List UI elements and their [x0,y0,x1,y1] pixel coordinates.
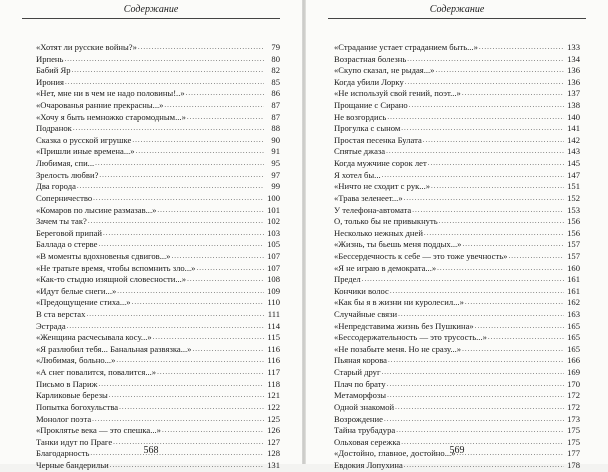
toc-entry-title: «Скупо сказал, не рыдая...» [334,65,435,76]
toc-entry [334,193,580,205]
toc-entry-title: О, только бы не привыкнуть [334,216,438,227]
toc-entry-title: Карликовые березы [36,390,108,401]
toc-entry-page: 100 [267,192,280,203]
toc-entry-page: 172 [567,390,580,401]
toc-entry [334,123,580,135]
dot-leader [431,181,564,193]
page-number-left: 568 [143,445,159,456]
toc-entry-page: 169 [567,367,580,378]
toc-entry-page: 107 [267,262,280,273]
toc-entry-title: Спятые джаза [334,146,386,157]
toc-entry-title: «Бессодержательность — это трусость...» [334,332,487,343]
toc-entry-page: 160 [567,262,580,273]
toc-entry-page: 109 [267,285,280,296]
dot-leader [88,216,264,228]
toc-entry-title: Тайна трубадура [334,425,396,436]
toc-entry [334,65,580,77]
toc-entry [36,251,280,263]
toc-entry [36,425,280,437]
toc-entry-title: «Не позабыте меня. Но не сразу...» [334,343,462,354]
toc-entry-title: Метаморфозы [334,390,387,401]
toc-entry-page: 137 [567,88,580,99]
toc-entry [334,460,580,472]
toc-entry [334,321,580,333]
dot-leader [157,367,264,379]
toc-entry [334,251,580,263]
toc-entry-page: 143 [567,146,580,157]
dot-leader [164,100,264,112]
toc-entry [334,146,580,158]
toc-entry-title: «Проклятье века — это спешка...» [36,425,161,436]
toc-entry-page: 133 [567,42,580,52]
toc-entry [334,390,580,402]
toc-entry-page: 128 [267,448,280,459]
toc-entry-page: 127 [267,436,280,447]
toc-entry-title: «Комаров по лысине размазав...» [36,204,157,215]
dot-leader [93,193,264,205]
dot-leader [401,123,564,135]
toc-entry [36,77,280,89]
dot-leader [186,88,264,100]
toc-entry [36,158,280,170]
dot-leader [64,54,264,66]
dot-leader [508,251,564,263]
toc-entry-title: «Как бы я в жизни ни куролесил...» [334,297,464,308]
toc-entry-page: 117 [267,367,280,378]
dot-leader [103,228,264,240]
toc-entry-page: 102 [267,216,280,227]
toc-entry-title: Благодарность [36,448,90,459]
dot-leader [92,414,264,426]
toc-entry-page: 101 [267,204,280,215]
toc-entry-page: 125 [267,413,280,424]
dot-leader [132,297,264,309]
dot-leader [86,309,264,321]
toc-entry-title: Возрастная болезнь [334,53,407,64]
dot-leader [407,54,564,66]
toc-entry [36,390,280,402]
toc-entry-page: 116 [267,355,280,366]
dot-leader [99,239,265,251]
toc-entry-title: Прогулка с сыном [334,123,401,134]
dot-leader [404,193,564,205]
dot-leader [390,286,564,298]
toc-entry-page: 142 [567,134,580,145]
toc-entry [36,274,280,286]
dot-leader [77,181,264,193]
toc-entry-page: 108 [267,274,280,285]
toc-entry-title: Не возгордись [334,111,387,122]
toc-entry-page: 87 [271,100,280,111]
toc-entry-page: 80 [271,53,280,64]
toc-entry-title: «Очарованья ранние прекрасны...» [36,100,164,111]
toc-entry-page: 147 [567,169,580,180]
toc-entry-title: Простая песенка Булата [334,134,422,145]
toc-entry [36,170,280,182]
toc-entry-page: 175 [567,436,580,447]
dot-leader [109,390,264,402]
dot-leader [409,100,564,112]
toc-entry [334,332,580,344]
toc-entry-title: «Трава зеленеет...» [334,192,403,203]
toc-entry-page: 165 [567,332,580,343]
toc-entry [36,193,280,205]
toc-entry-title: Зачем ты так? [36,216,87,227]
toc-entry-page: 136 [567,76,580,87]
toc-entry [334,425,580,437]
dot-leader [384,414,564,426]
toc-entry-page: 178 [567,459,580,470]
dot-leader [382,367,565,379]
toc-entry-title: В ста верстах [36,309,86,320]
toc-entry [334,42,580,54]
toc-entry-title: Ирпень [36,53,64,64]
dot-leader [437,263,564,275]
toc-entry-title: Попытка богохульства [36,401,119,412]
toc-entry-title: «Не используй свой гений, поэт...» [334,88,461,99]
toc-entry [334,239,580,251]
dot-leader [157,205,264,217]
toc-entry-title: Танки идут по Праге [36,436,113,447]
dot-leader [362,274,564,286]
toc-entry-title: Прощание с Сирано [334,100,408,111]
dot-leader [387,112,564,124]
toc-entry-page: 141 [567,123,580,134]
dot-leader [382,170,564,182]
page-number-right: 569 [449,445,465,456]
toc-entry [334,355,580,367]
toc-entry [334,344,580,356]
toc-entry-page: 97 [271,169,280,180]
toc-entry-page: 85 [271,76,280,87]
toc-entry-title: «Жизнь, ты бьешь меня поддых...» [334,239,462,250]
dot-leader [153,332,264,344]
toc-entry-page: 152 [567,192,580,203]
dot-leader [387,390,564,402]
toc-entry-title: Эстрада [36,320,66,331]
toc-entry-page: 90 [271,134,280,145]
toc-entry-title: У телефона-автомата [334,204,412,215]
toc-entry-title: Когда мужчине сорок лет [334,158,427,169]
toc-entry [36,414,280,426]
toc-entry-page: 126 [267,425,280,436]
toc-entry-title: «Идут белые снеги...» [36,285,117,296]
dot-leader [162,425,264,437]
toc-entry-title: Письмо в Париж [36,378,98,389]
toc-entry-page: 138 [567,100,580,111]
toc-entry [36,460,280,472]
toc-entry [36,181,280,193]
toc-entry-page: 175 [567,425,580,436]
dot-leader [192,344,264,356]
toc-entry-title: Когда убили Лорку [334,76,404,87]
dot-leader [187,112,264,124]
dot-leader [99,170,264,182]
toc-entry-title: Сказка о русской игрушке [36,134,132,145]
toc-entry-page: 114 [267,320,280,331]
toc-entry-title: Черные бандерильи [36,459,109,470]
toc-entry [334,402,580,414]
toc-entry-page: 156 [567,216,580,227]
toc-entry [36,216,280,228]
toc-entry-page: 116 [267,343,280,354]
toc-entry [36,286,280,298]
toc-entry [334,181,580,193]
toc-entry-title: Случайные связи [334,309,398,320]
toc-entry [36,379,280,391]
dot-leader [462,88,564,100]
toc-entry [334,379,580,391]
dot-leader [386,146,564,158]
toc-entry-title: Береговой припай [36,227,103,238]
toc-entry [334,77,580,89]
toc-entry-title: «Нет, мне ни в чем не надо половины!..» [36,88,185,99]
toc-entry-page: 91 [271,146,280,157]
dot-leader [465,297,564,309]
toc-entry [334,205,580,217]
toc-entry-page: 111 [267,309,280,320]
toc-entry-title: Монолог поэта [36,413,92,424]
dot-leader [488,332,564,344]
toc-entry [36,297,280,309]
toc-entry [36,263,280,275]
toc-entry [36,309,280,321]
dot-leader [110,460,264,472]
toc-entry-title: Несколько нежных дней [334,227,423,238]
toc-entry-title: Бабий Яр [36,65,71,76]
toc-entry-page: 140 [567,111,580,122]
toc-entry-title: «Хотят ли русские войны?» [36,42,137,52]
toc-entry [334,263,580,275]
dot-leader [119,402,264,414]
dot-leader [116,355,264,367]
toc-entry-title: «Не тратьте время, чтобы вспомнить зло...» [36,262,196,273]
dot-leader [435,65,564,77]
toc-entry-page: 86 [271,88,280,99]
toc-entry-page: 121 [267,390,280,401]
toc-entry [36,402,280,414]
toc-entry [36,332,280,344]
toc-entry-title: «Как-то стыдно изящной словесности...» [36,274,187,285]
toc-entry [334,274,580,286]
left-page [0,0,302,470]
toc-entry [334,216,580,228]
toc-entry-page: 99 [271,181,280,192]
dot-leader [462,239,564,251]
toc-entry [334,297,580,309]
toc-entry [36,344,280,356]
toc-entry-title: Я хотел бы... [334,169,381,180]
toc-entry-page: 170 [567,378,580,389]
toc-entry-page: 173 [567,413,580,424]
toc-entry-title: «Любимая, больно...» [36,355,116,366]
toc-entry-page: 156 [567,227,580,238]
toc-entry [334,228,580,240]
dot-leader [396,425,564,437]
toc-list-left [36,42,280,472]
toc-entry [36,228,280,240]
toc-entry [334,88,580,100]
toc-entry-page: 165 [567,320,580,331]
dot-leader [67,321,264,333]
toc-entry [36,42,280,54]
dot-leader [196,263,264,275]
toc-entry [334,54,580,66]
dot-leader [187,274,264,286]
toc-entry-title: Баллада о стерве [36,239,98,250]
toc-entry-title: Ирония [36,76,64,87]
toc-entry-page: 172 [567,401,580,412]
toc-entry-title: Предел [334,274,361,285]
toc-entry-title: Евдокия Лопухина [334,459,403,470]
toc-entry-title: «Предощущение стиха...» [36,297,131,308]
toc-entry-page: 162 [567,297,580,308]
toc-entry [36,321,280,333]
toc-entry-title: Подранок [36,123,72,134]
toc-entry-page: 131 [267,459,280,470]
dot-leader [136,146,264,158]
toc-entry-title: «Ничто не сходит с рук...» [334,181,431,192]
toc-entry-title: «Непредставима жизнь без Пушкина» [334,320,474,331]
toc-entry-title: «Я разлюбил тебя... Банальная развязка...» [36,343,192,354]
dot-leader [65,77,264,89]
toc-entry-page: 79 [271,42,280,52]
toc-entry-page: 88 [271,123,280,134]
toc-entry-page: 165 [567,343,580,354]
toc-entry [334,367,580,379]
toc-entry [334,135,580,147]
dot-leader [405,77,564,89]
toc-entry-page: 136 [567,65,580,76]
toc-entry-title: «Я не играю в демократа...» [334,262,437,273]
toc-entry-page: 82 [271,65,280,76]
toc-entry-page: 157 [567,239,580,250]
dot-leader [387,379,564,391]
toc-entry-page: 118 [267,378,280,389]
toc-entry-title: «Хочу я быть немножко старомодным...» [36,111,186,122]
toc-entry-page: 163 [567,309,580,320]
toc-entry-page: 107 [267,250,280,261]
toc-entry [334,170,580,182]
toc-entry [334,100,580,112]
toc-entry-page: 95 [271,158,280,169]
dot-leader [462,344,564,356]
toc-entry-page: 87 [271,111,280,122]
dot-leader [138,42,264,54]
toc-entry-page: 103 [267,227,280,238]
dot-leader [95,158,264,170]
toc-entry-title: «Женщина расчесывала косу...» [36,332,152,343]
dot-leader [132,135,264,147]
toc-entry-page: 134 [567,53,580,64]
toc-entry-title: Ольховая сережка [334,436,401,447]
toc-entry [36,367,280,379]
running-header-left: Содержание [22,2,280,19]
toc-entry [36,355,280,367]
dot-leader [424,228,564,240]
dot-leader [428,158,564,170]
dot-leader [398,309,564,321]
toc-entry [334,286,580,298]
toc-entry [36,239,280,251]
toc-entry-title: «Достойно, главное, достойно...» [334,448,456,459]
toc-entry [36,54,280,66]
dot-leader [395,402,564,414]
toc-entry-page: 115 [267,332,280,343]
toc-entry-title: «Пришли иные времена...» [36,146,135,157]
toc-entry-title: Два города [36,181,76,192]
toc-entry-title: Плач по брату [334,378,386,389]
toc-entry-page: 161 [567,285,580,296]
dot-leader [388,355,564,367]
toc-entry [334,112,580,124]
toc-entry-title: Возрождение [334,413,383,424]
toc-entry-page: 161 [567,274,580,285]
dot-leader [117,286,264,298]
toc-entry-page: 122 [267,401,280,412]
toc-entry [36,65,280,77]
toc-entry-title: Соперничество [36,192,93,203]
toc-entry [36,112,280,124]
toc-entry-page: 151 [567,181,580,192]
toc-entry-page: 105 [267,239,280,250]
dot-leader [404,460,564,472]
toc-entry [36,135,280,147]
toc-entry-page: 110 [267,297,280,308]
toc-entry [36,146,280,158]
toc-entry [36,205,280,217]
toc-entry-title: Пьяная корова [334,355,387,366]
toc-entry-page: 153 [567,204,580,215]
dot-leader [73,123,264,135]
dot-leader [475,321,564,333]
toc-entry-page: 157 [567,250,580,261]
toc-entry-title: Кончики волос [334,285,389,296]
toc-entry [334,158,580,170]
toc-entry-page: 177 [567,448,580,459]
toc-entry-title: «В моменты вдохновенья сдвигов...» [36,250,171,261]
toc-entry-page: 166 [567,355,580,366]
dot-leader [171,251,264,263]
toc-entry-title: Одной знакомой [334,401,395,412]
toc-entry [36,123,280,135]
toc-entry-title: «Страдание устает страданием быть...» [334,42,478,52]
toc-entry-page: 145 [567,158,580,169]
dot-leader [479,42,564,54]
toc-entry-title: «Бессердечность к себе — это тоже увечность» [334,250,508,261]
toc-entry-title: Старый друг [334,367,381,378]
toc-entry-title: «А снег повалится, повалится...» [36,367,157,378]
dot-leader [98,379,264,391]
toc-list-right [334,42,580,472]
dot-leader [423,135,564,147]
toc-entry-title: Любимая, спи... [36,158,95,169]
dot-leader [72,65,265,77]
toc-entry [36,88,280,100]
running-header-right: Содержание [328,2,586,19]
toc-entry [36,100,280,112]
toc-entry-title: Зрелость любви? [36,169,99,180]
toc-entry [334,414,580,426]
dot-leader [412,205,564,217]
right-page [306,0,608,470]
toc-entry [334,309,580,321]
dot-leader [439,216,564,228]
